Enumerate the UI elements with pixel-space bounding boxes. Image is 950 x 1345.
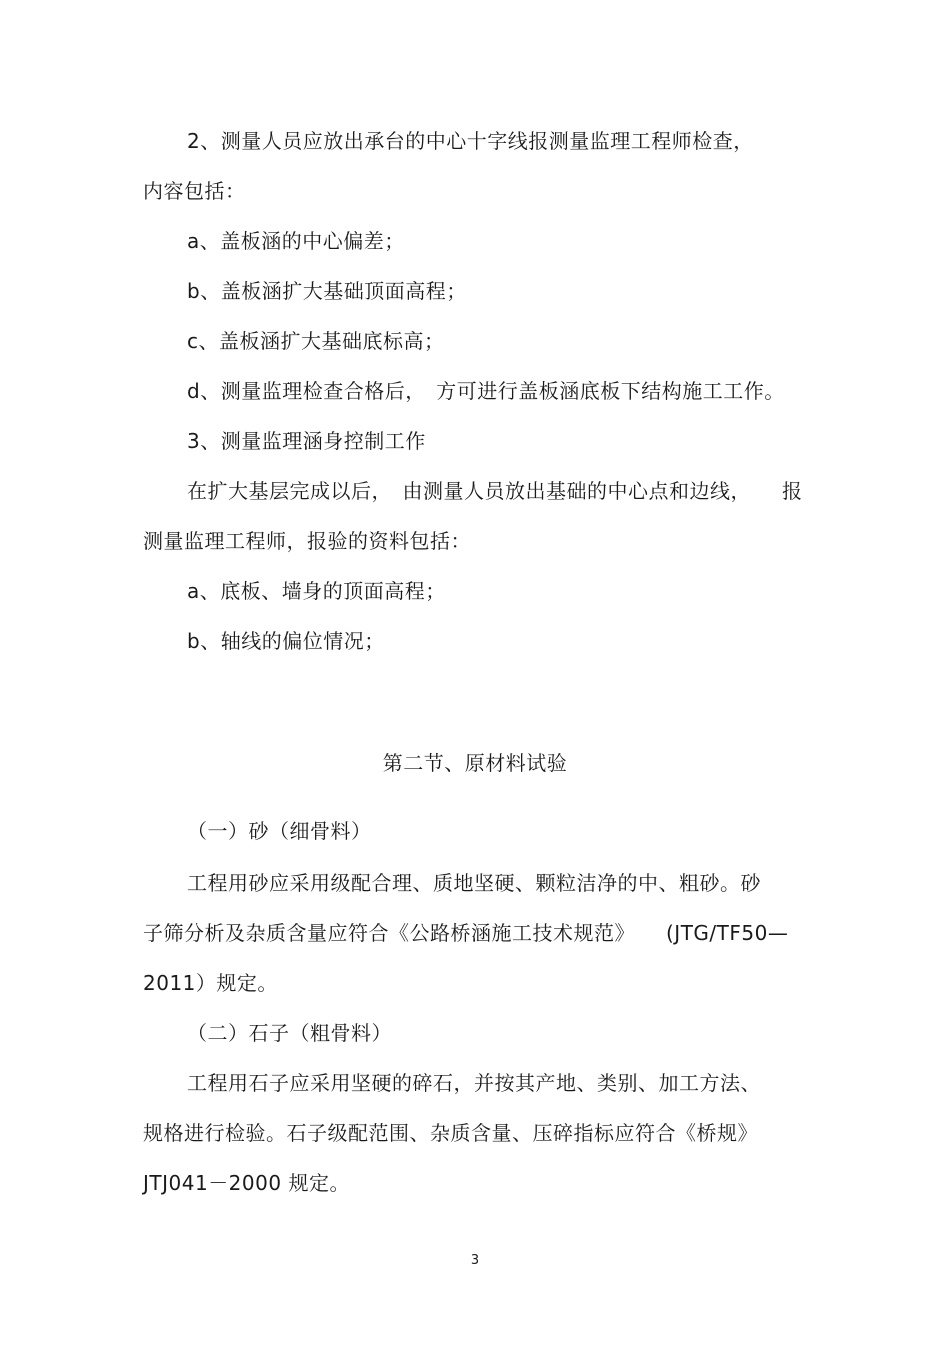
paragraph-line-4: 测量监理工程师，报验的资料包括： <box>143 529 471 553</box>
paragraph-sand-2: 子筛分析及杂质含量应符合《公路桥涵施工技术规范》 (JTG/TF50— <box>143 921 789 945</box>
paragraph-line-3: 在扩大基层完成以后， 由测量人员放出基础的中心点和边线， 报 <box>187 479 803 503</box>
paragraph-sand-1: 工程用砂应采用级配合理、质地坚硬、颗粒洁净的中、粗砂。砂 <box>187 871 761 895</box>
list-item-c: c、盖板涵扩大基础底标高； <box>187 329 445 353</box>
section-heading: 第二节、原材料试验 <box>382 751 568 775</box>
list-item-a: a、盖板涵的中心偏差； <box>187 229 405 253</box>
list-item-b: b、盖板涵扩大基础顶面高程； <box>187 279 467 303</box>
paragraph-sand-3: 2011）规定。 <box>143 971 278 995</box>
section-item-3: 3、测量监理涵身控制工作 <box>187 429 426 453</box>
page-number: 3 <box>470 1253 480 1268</box>
paragraph-stone-3: JTJ041－2000 规定。 <box>143 1171 350 1195</box>
list-item-b2: b、轴线的偏位情况； <box>187 629 385 653</box>
paragraph-stone-2: 规格进行检验。石子级配范围、杂质含量、压碎指标应符合《桥规》 <box>143 1121 758 1145</box>
subheading-stone: （二）石子（粗骨料） <box>187 1021 392 1045</box>
list-item-d: d、测量监理检查合格后， 方可进行盖板涵底板下结构施工工作。 <box>187 379 785 403</box>
paragraph-line-1: 2、测量人员应放出承台的中心十字线报测量监理工程师检查， <box>187 129 754 153</box>
list-item-a2: a、底板、墙身的顶面高程； <box>187 579 446 603</box>
paragraph-stone-1: 工程用石子应采用坚硬的碎石，并按其产地、类别、加工方法、 <box>187 1071 761 1095</box>
subheading-sand: （一）砂（细骨料） <box>187 819 372 843</box>
paragraph-line-2: 内容包括： <box>143 179 246 203</box>
